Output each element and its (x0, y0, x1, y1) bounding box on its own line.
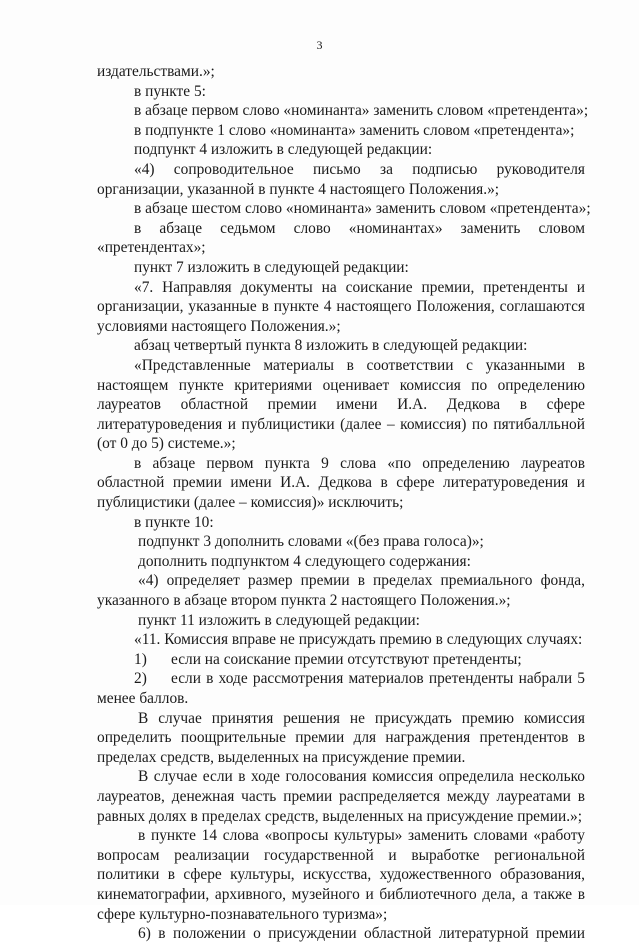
line-text: «4) определяет размер премии в пределах премиального фонда, (138, 572, 585, 590)
text-line (97, 728, 585, 748)
line-text: (от 0 до 5) системе.»; (97, 435, 236, 453)
line-text: если на соискание премии отсутствуют претенденты; (171, 650, 522, 668)
text-line (97, 885, 585, 905)
text-line (97, 826, 585, 846)
text-line (97, 846, 585, 866)
text-line (97, 669, 585, 689)
line-text: определить поощрительные премии для награждения претендентов в (97, 729, 585, 747)
line-text: кинематографии, архивного, музейного и библиотечного дела, а также в (97, 885, 585, 903)
text-line (97, 297, 585, 317)
line-text: издательствами.»; (97, 63, 215, 80)
text-line (97, 807, 585, 827)
text-line (97, 180, 585, 200)
text-line (97, 532, 585, 552)
text-line (97, 376, 585, 396)
line-text: лауреатов областной премии имени И.А. Дедкова в сфере (97, 396, 585, 414)
text-line (97, 415, 585, 435)
text-line (97, 395, 585, 415)
text-line (97, 258, 585, 278)
line-text: в подпункте 1 слово «номинанта» заменить словом «претендента»; (134, 121, 575, 139)
text-line (97, 630, 585, 650)
text-line (97, 924, 585, 944)
line-text: «претендентах»; (97, 239, 206, 257)
line-text: «4) сопроводительное письмо за подписью руководителя (134, 160, 585, 178)
text-line (97, 552, 585, 572)
line-text: «Представленные материалы в соответствии с указанными в (134, 356, 585, 374)
line-text: если в ходе рассмотрения материалов претенденты набрали 5 (171, 670, 585, 688)
line-text: организации, указанной в пункте 4 настоящего Положения.»; (97, 180, 500, 198)
line-text: литературоведения и публицистики (далее – комиссия) по пятибалльной (97, 415, 585, 433)
text-line (97, 571, 585, 591)
line-text: вопросам реализации государственной и выработке региональной (97, 846, 585, 864)
line-text: областной премии имени И.А. Дедкова в сфере литературоведения и (97, 474, 585, 492)
text-line (97, 356, 585, 376)
line-text: пункт 7 изложить в следующей редакции: (134, 258, 409, 276)
document-body (97, 62, 591, 944)
line-text: пределах средств, выделенных на присуждение премии. (97, 748, 466, 766)
text-line (97, 278, 585, 298)
text-line (97, 140, 585, 160)
line-text: организации, указанные в пункте 4 настоящего Положения, соглашаются (97, 298, 585, 316)
line-text: равных долях в пределах средств, выделенных на присуждение премии.»; (97, 807, 583, 825)
line-text: «7. Направляя документы на соискание премии, претенденты и (134, 278, 585, 296)
text-line (97, 905, 585, 925)
line-text: 6) в положении о присуждении областной литературной премии (138, 925, 585, 943)
text-line (97, 160, 585, 180)
line-text: в пункте 5: (134, 82, 206, 100)
text-line (97, 317, 585, 337)
text-line (97, 767, 585, 787)
line-text: подпункт 3 дополнить словами «(без права голоса)»; (138, 533, 484, 551)
text-line (97, 82, 585, 102)
text-line (97, 611, 585, 631)
line-text: публицистики (далее – комиссия)» исключить; (97, 494, 404, 512)
text-line (97, 121, 585, 141)
text-line (97, 62, 585, 82)
text-line (97, 238, 585, 258)
text-line (97, 650, 585, 670)
line-text: пункт 11 изложить в следующей редакции: (138, 611, 420, 629)
line-text: настоящем пункте критериями оценивает комиссия по определению (97, 376, 585, 394)
text-line (97, 748, 585, 768)
line-text: в абзаце первом слово «номинанта» заменить словом «претендента»; (134, 102, 589, 120)
line-text: сфере культурно-познавательного туризма»; (97, 905, 388, 923)
page-number: 3 (316, 38, 323, 52)
line-text: в абзаце седьмом слово «номинантах» заменить словом (134, 219, 585, 237)
line-text: в абзаце первом пункта 9 слова «по определению лауреатов (134, 454, 585, 472)
line-text: В случае если в ходе голосования комиссия определила несколько (138, 768, 585, 786)
text-line (97, 336, 585, 356)
text-line (97, 493, 585, 513)
line-text: указанного в абзаце втором пункта 2 настоящего Положения.»; (97, 592, 511, 610)
text-line (97, 689, 585, 709)
text-line (97, 865, 585, 885)
line-text: лауреатов, денежная часть премии распределяется между лауреатами в (97, 787, 585, 805)
line-text: менее баллов. (97, 690, 189, 707)
line-text: подпункт 4 изложить в следующей редакции: (134, 141, 433, 159)
text-line (97, 434, 585, 454)
text-line (97, 454, 585, 474)
text-line (97, 219, 585, 239)
list-number: 2) (134, 670, 147, 688)
list-number: 1) (134, 650, 147, 668)
line-text: «11. Комиссия вправе не присуждать премию в следующих случаях: (134, 631, 583, 649)
line-text: политики в сфере культуры, искусства, художественного образования, (97, 866, 585, 884)
line-text: в абзаце шестом слово «номинанта» заменить словом «претендента»; (134, 200, 591, 218)
text-line (97, 199, 591, 219)
line-text: дополнить подпунктом 4 следующего содержания: (138, 552, 471, 570)
line-text: в пункте 14 слова «вопросы культуры» заменить словами «работу (138, 827, 585, 845)
text-line (97, 787, 585, 807)
text-line (97, 591, 585, 611)
text-line (97, 101, 589, 121)
line-text: абзац четвертый пункта 8 изложить в следующей редакции: (134, 337, 528, 355)
line-text: В случае принятия решения не присуждать премию комиссия (138, 709, 585, 727)
text-line (97, 709, 585, 729)
line-text: в пункте 10: (134, 513, 214, 531)
text-line (97, 473, 585, 493)
text-line (97, 513, 585, 533)
line-text: условиями настоящего Положения.»; (97, 317, 341, 335)
